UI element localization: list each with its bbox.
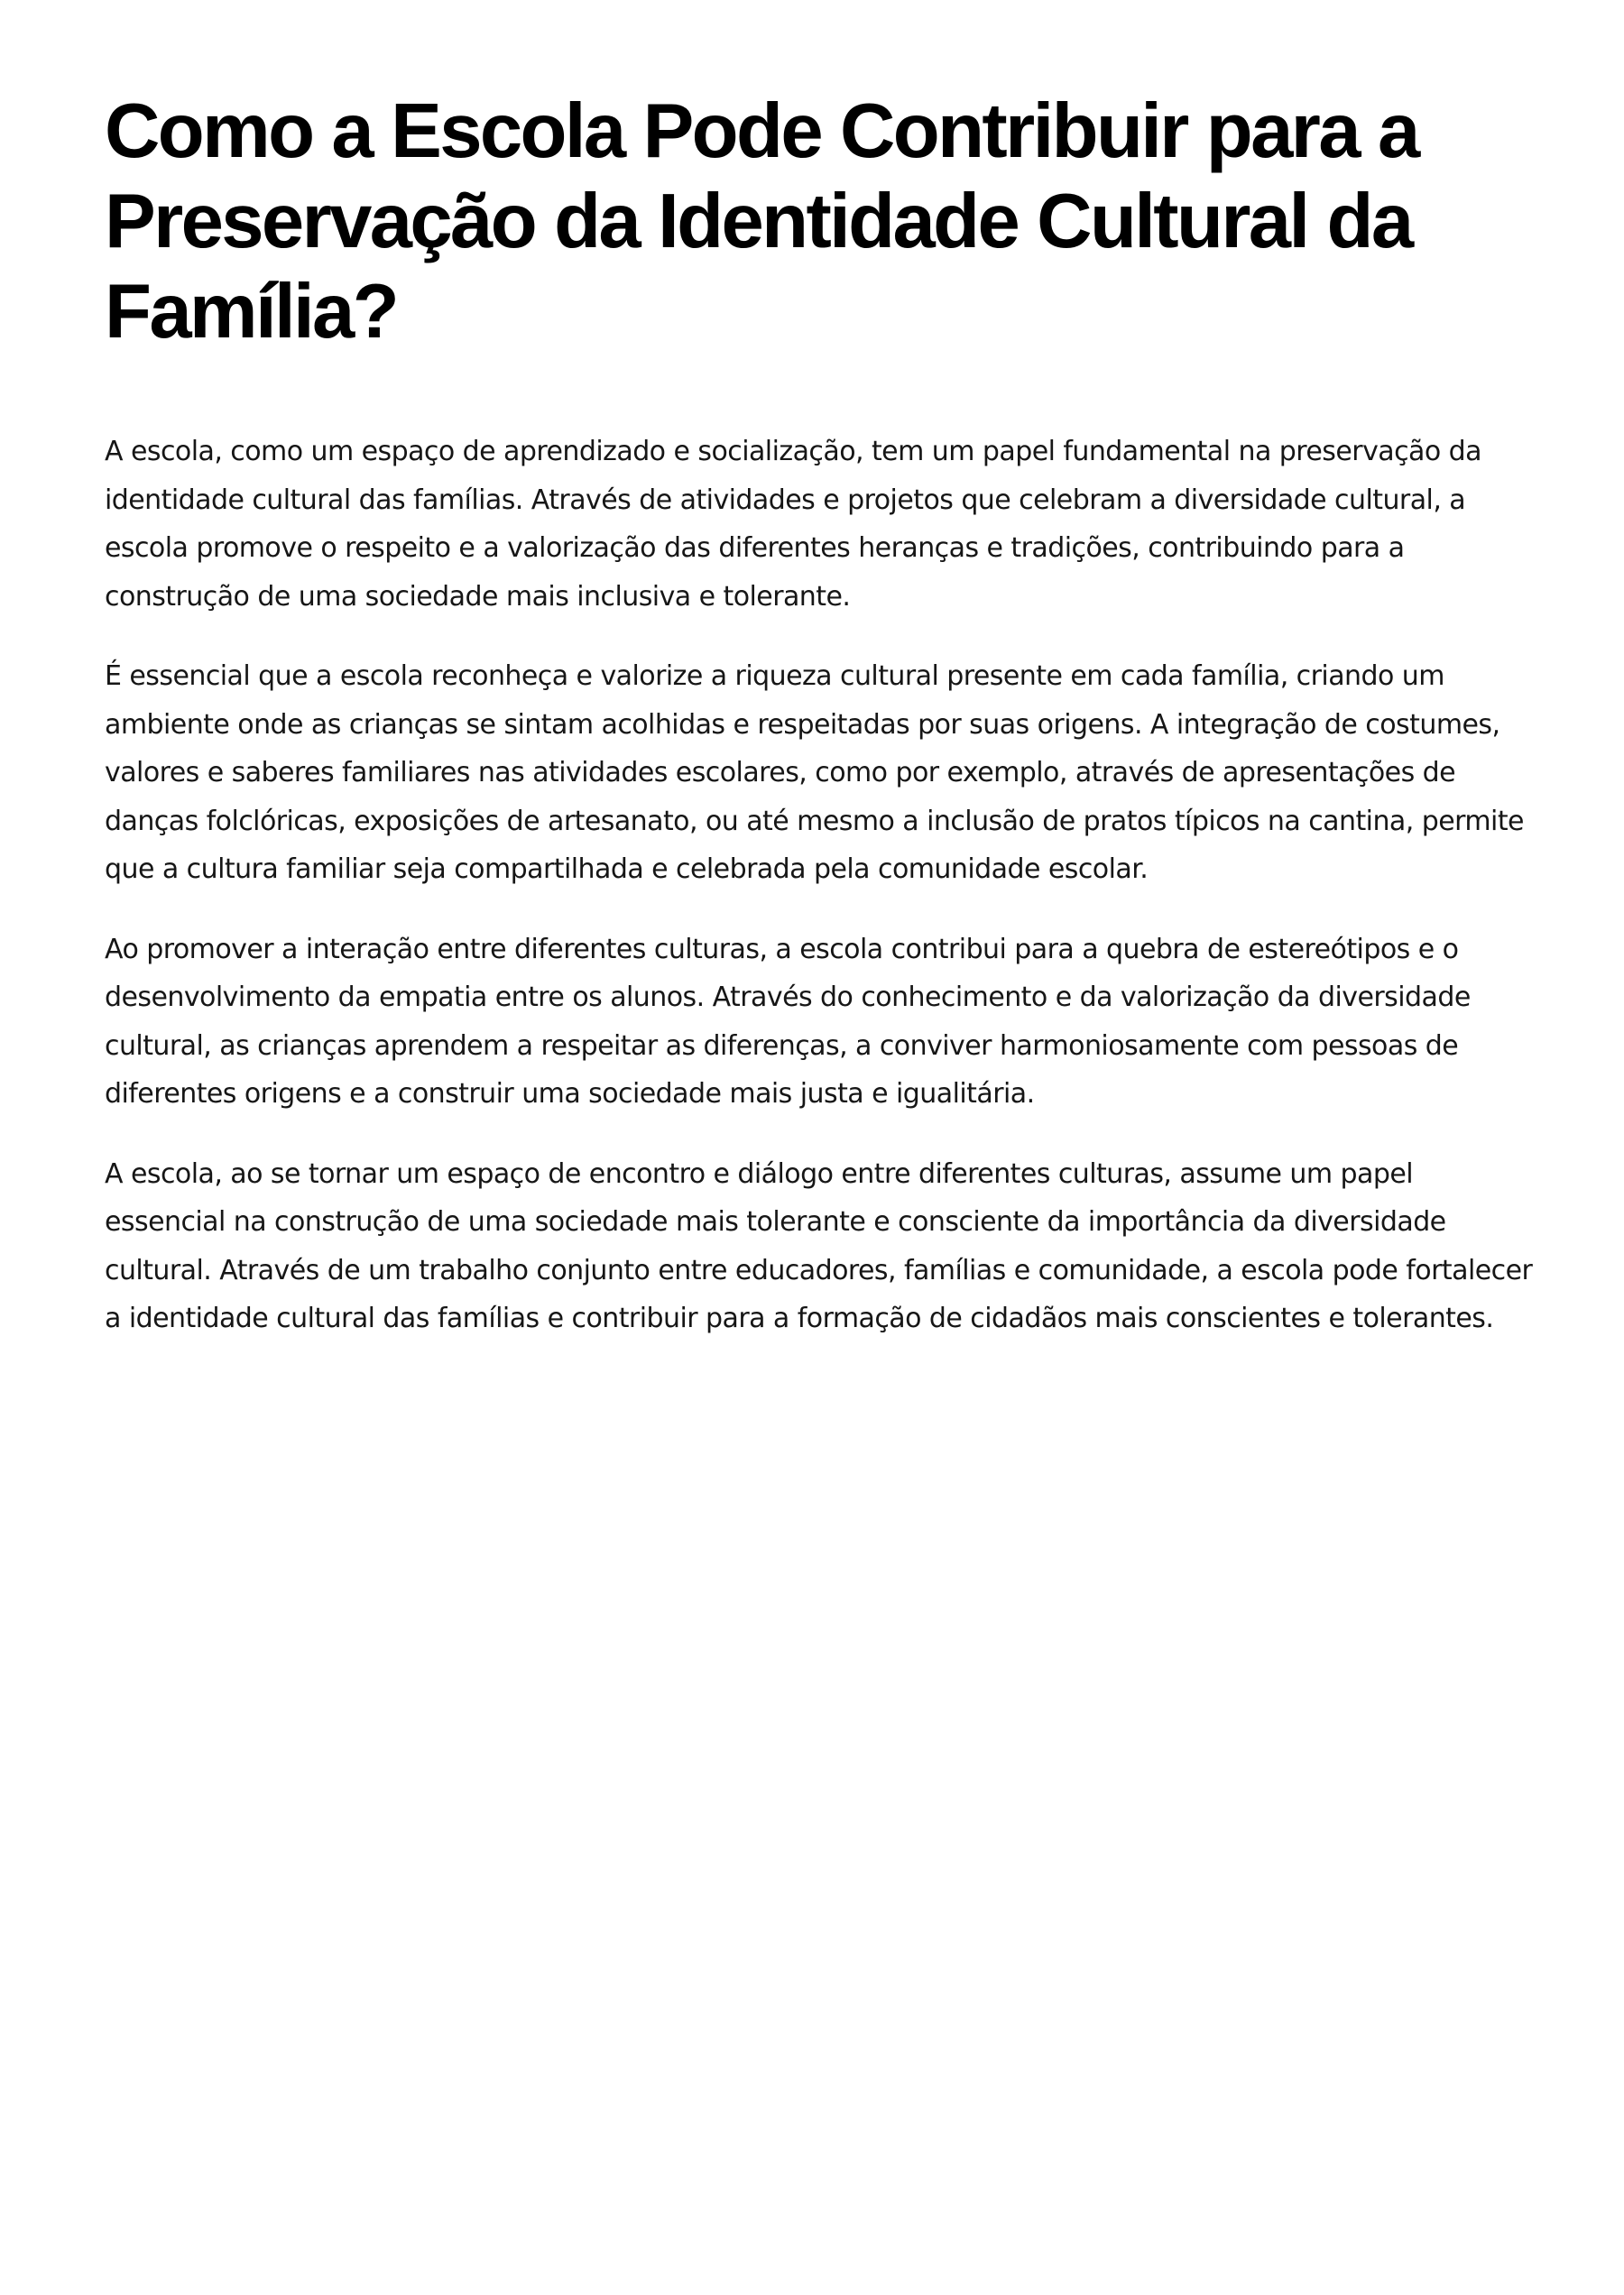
document-page	[105, 87, 1539, 1375]
paragraph-3: Ao promover a interação entre diferentes culturas, a escola contribui para a quebra de estereótipos e o desenvolvimento da empatia entre os alunos. Através do conhecimento e da valorização da diversidade cultural, as crianças aprendem a respeitar as diferenças, a conviver harmoniosamente com pessoas de diferentes origens e a construir uma sociedade mais justa e igualitária.	[105, 933, 1471, 1110]
paragraph-1: A escola, como um espaço de aprendizado e socialização, tem um papel fundamental na preservação da identidade cultural das famílias. Através de atividades e projetos que celebram a diversidade cultural, a escola promove o respeito e a valorização das diferentes heranças e tradições, contribuindo para a construção de uma sociedade mais inclusiva e tolerante.	[105, 436, 1482, 613]
paragraph-4: A escola, ao se tornar um espaço de encontro e diálogo entre diferentes culturas, assume um papel essencial na construção de uma sociedade mais tolerante e consciente da importância da diversidade cultural. Através de um trabalho conjunto entre educadores, famílias e comunidade, a escola pode fortalecer a identidade cultural das famílias e contribuir para a formação de cidadãos mais conscientes e tolerantes.	[105, 1157, 1533, 1334]
page-title: Como a Escola Pode Contribuir para a Preservação da Identidade Cultural da Família?	[105, 88, 1418, 355]
paragraph-2: É essencial que a escola reconheça e valorize a riqueza cultural presente em cada família, criando um ambiente onde as crianças se sintam acolhidas e respeitadas por suas origens. A integração de costumes, valores e saberes familiares nas atividades escolares, como por exemplo, através de apresentações de danças folclóricas, exposições de artesanato, ou até mesmo a inclusão de pratos típicos na cantina, permite que a cultura familiar seja compartilhada e celebrada pela comunidade escolar.	[105, 660, 1524, 885]
